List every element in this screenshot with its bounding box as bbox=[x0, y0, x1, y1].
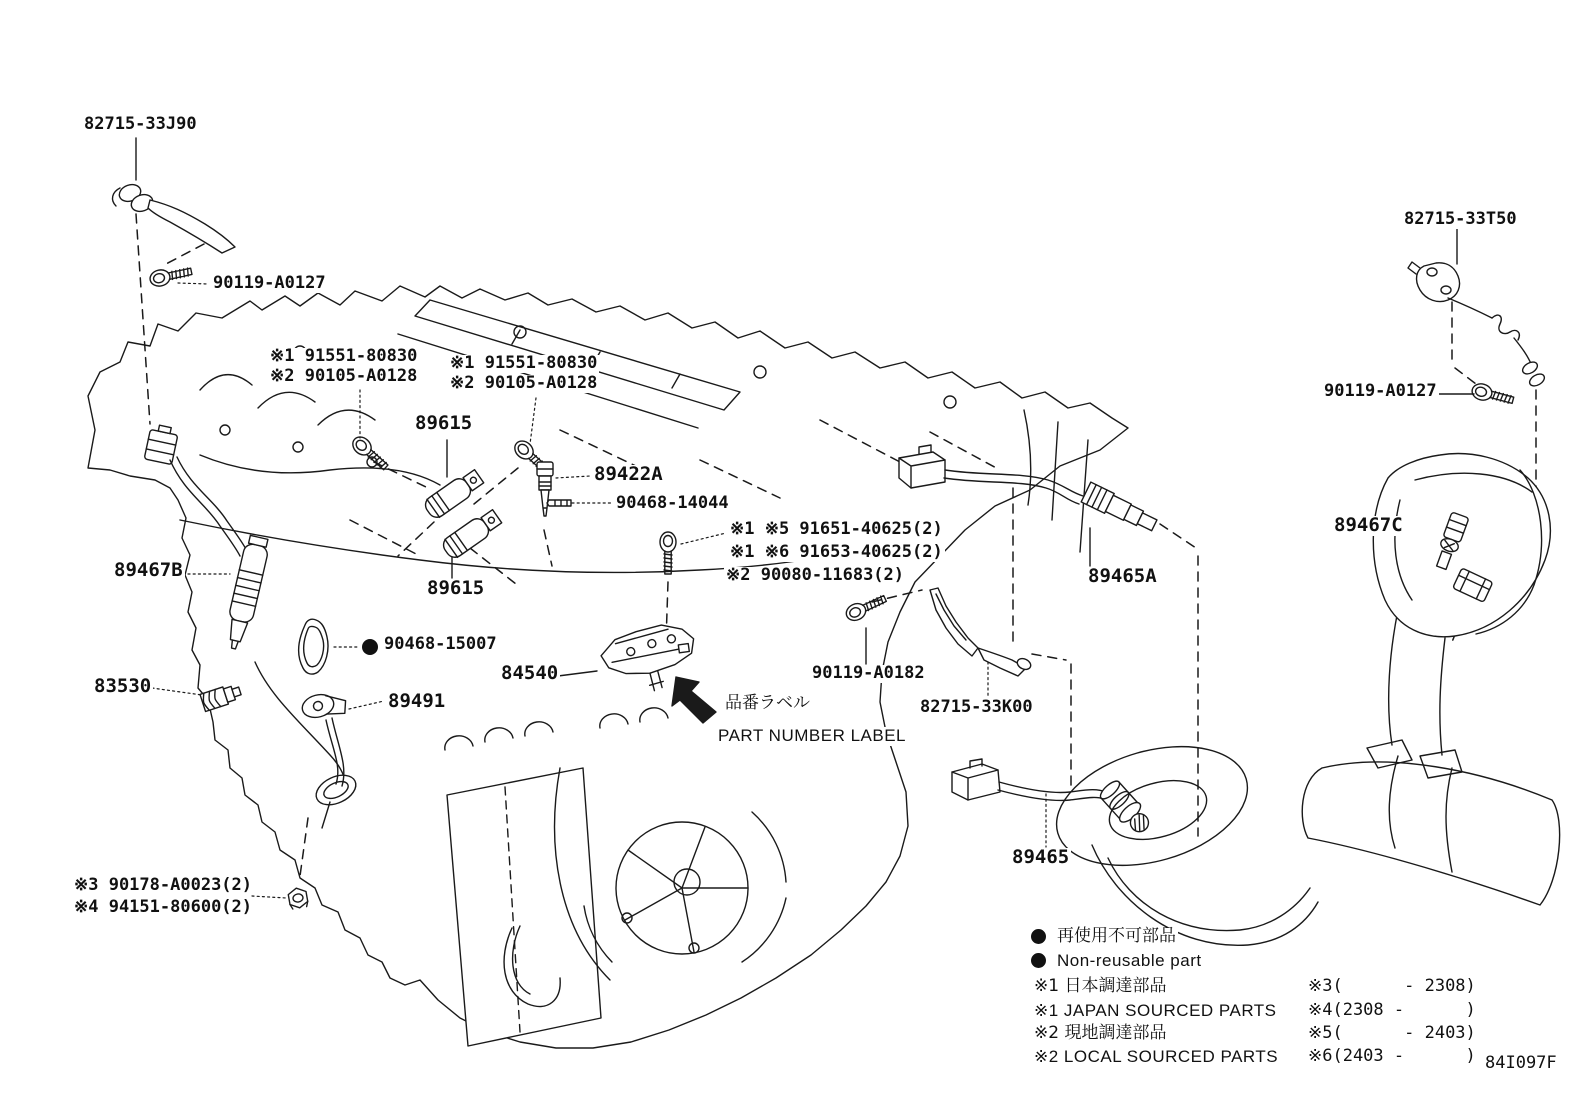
part-label-90468-15007: 90468-15007 bbox=[384, 634, 497, 654]
part-label-91551-80830-set1: ※1 91551-80830 bbox=[270, 346, 418, 366]
part-label-90468-14044: 90468-14044 bbox=[616, 493, 729, 513]
part-label-90105-a0128-set1: ※2 90105-A0128 bbox=[270, 366, 418, 386]
legend-japan-sourced-en: ※1 JAPAN SOURCED PARTS bbox=[1034, 1001, 1277, 1020]
legend-date-range-4: ※4(2308 - ) bbox=[1308, 1000, 1476, 1020]
bracket-82715-33j90-drawing bbox=[113, 182, 235, 253]
part-label-89465: 89465 bbox=[1012, 846, 1070, 868]
nut-icon bbox=[287, 887, 308, 910]
part-number-label-note-en: PART NUMBER LABEL bbox=[718, 726, 907, 745]
part-label-82715-33k00: 82715-33K00 bbox=[920, 697, 1033, 717]
oxygen-sensor-89467b-drawing bbox=[144, 424, 360, 828]
bracket-82715-33k00-drawing bbox=[930, 588, 1032, 676]
legend-date-range-5: ※5( - 2403) bbox=[1308, 1023, 1476, 1043]
heat-shield-89467c-drawing bbox=[1373, 454, 1550, 637]
straight-pin-90468-14044-drawing bbox=[547, 500, 571, 506]
gasket-90468-15007-drawing bbox=[299, 619, 328, 674]
oxygen-sensor-89465-drawing bbox=[952, 759, 1155, 838]
figure-code: 84I097F bbox=[1485, 1053, 1557, 1073]
part-label-90080-11683: ※2 90080-11683(2) bbox=[726, 565, 905, 585]
part-label-90119-a0182: 90119-A0182 bbox=[812, 663, 925, 683]
legend-non-reusable-jp: 再使用不可部品 bbox=[1057, 926, 1176, 946]
part-label-89491: 89491 bbox=[388, 690, 446, 712]
part-label-94151-80600: ※4 94151-80600(2) bbox=[74, 897, 253, 917]
part-label-82715-33t50: 82715-33T50 bbox=[1404, 209, 1517, 229]
bolt-icon bbox=[660, 532, 676, 574]
part-label-83530: 83530 bbox=[94, 675, 152, 697]
part-label-90105-a0128-set2: ※2 90105-A0128 bbox=[450, 373, 598, 393]
part-label-89467b: 89467B bbox=[114, 559, 183, 581]
part-label-90119-a0127-front: 90119-A0127 bbox=[213, 273, 326, 293]
oil-pressure-switch-83530-drawing bbox=[200, 682, 243, 711]
legend-local-sourced-jp: ※2 現地調達部品 bbox=[1034, 1023, 1167, 1043]
legend-date-range-3: ※3( - 2308) bbox=[1308, 976, 1476, 996]
part-label-84540: 84540 bbox=[501, 662, 559, 684]
part-label-90119-a0127-right: 90119-A0127 bbox=[1324, 381, 1437, 401]
legend-local-sourced-en: ※2 LOCAL SOURCED PARTS bbox=[1034, 1047, 1279, 1066]
non-reusable-bullet bbox=[362, 639, 378, 655]
part-label-91551-80830-set2: ※1 91551-80830 bbox=[450, 353, 598, 373]
part-label-89615-bottom: 89615 bbox=[427, 577, 485, 599]
part-number-label-note-jp: 品番ラベル bbox=[725, 693, 810, 713]
bracket-82715-33t50-drawing bbox=[1408, 262, 1546, 388]
part-label-89467c: 89467C bbox=[1334, 514, 1403, 536]
part-label-91653-40625: ※1 ※6 91653-40625(2) bbox=[730, 542, 943, 562]
bolt-icon bbox=[1470, 382, 1515, 408]
legend-date-range-6: ※6(2403 - ) bbox=[1308, 1046, 1476, 1066]
part-number-label-arrow bbox=[672, 677, 716, 723]
exhaust-pipe-drawing bbox=[1043, 610, 1560, 945]
legend-japan-sourced-jp: ※1 日本調達部品 bbox=[1034, 976, 1167, 996]
part-label-82715-33j90: 82715-33J90 bbox=[84, 114, 197, 134]
part-label-90178-a0023: ※3 90178-A0023(2) bbox=[74, 875, 253, 895]
part-label-89465a: 89465A bbox=[1088, 565, 1157, 587]
bolt-icon bbox=[844, 591, 889, 623]
bolt-icon bbox=[149, 264, 193, 288]
legend-non-reusable-en: Non-reusable part bbox=[1057, 951, 1202, 970]
water-temp-sensor-89422a-drawing bbox=[537, 462, 553, 516]
legend-bullet-jp bbox=[1031, 929, 1046, 944]
part-label-91651-40625: ※1 ※5 91651-40625(2) bbox=[730, 519, 943, 539]
legend-bullet-en bbox=[1031, 953, 1046, 968]
part-label-89615-top: 89615 bbox=[415, 412, 473, 434]
part-label-89422a: 89422A bbox=[594, 463, 663, 485]
